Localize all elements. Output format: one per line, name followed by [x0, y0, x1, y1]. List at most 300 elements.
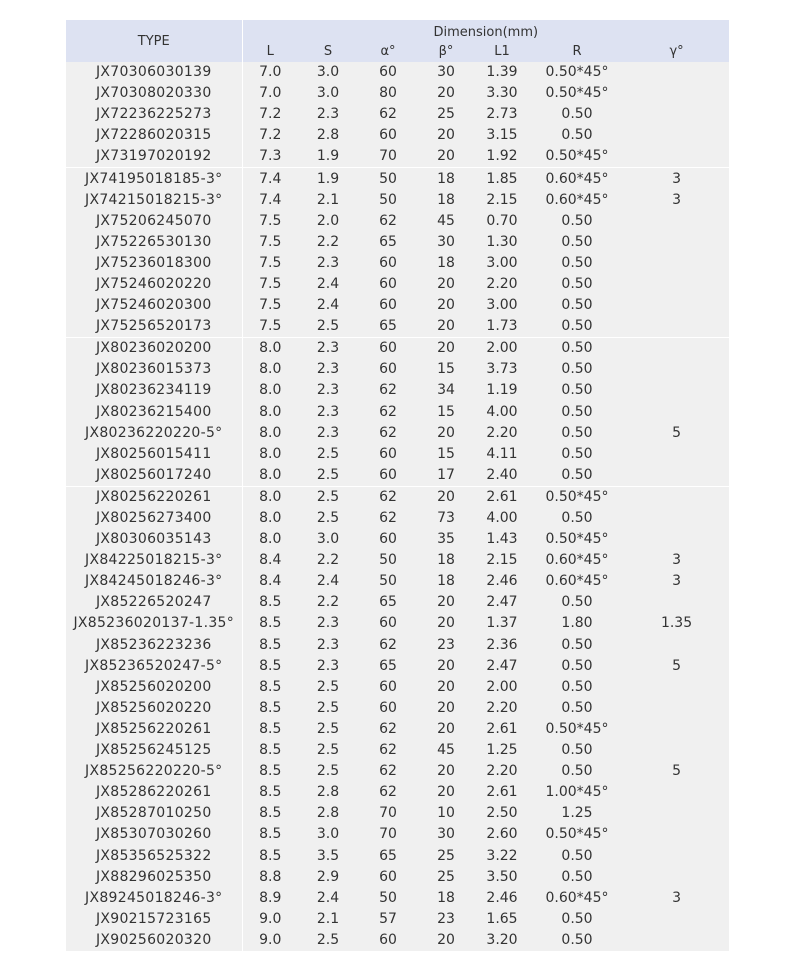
cell-l1: 1.92	[474, 146, 530, 168]
cell-alpha: 60	[358, 613, 418, 634]
cell-r: 0.50	[530, 465, 624, 487]
cell-gamma	[624, 782, 729, 803]
cell-l: 7.0	[242, 83, 298, 104]
table-row	[66, 508, 729, 529]
cell-alpha: 60	[358, 338, 418, 360]
cell-type: JX85287010250	[66, 803, 242, 824]
cell-alpha: 62	[358, 719, 418, 740]
cell-alpha: 70	[358, 824, 418, 845]
cell-gamma	[624, 508, 729, 529]
cell-type: JX75256520173	[66, 316, 242, 338]
cell-beta: 20	[418, 613, 474, 634]
cell-gamma	[624, 444, 729, 465]
cell-l1: 1.73	[474, 316, 530, 338]
cell-r: 1.80	[530, 613, 624, 634]
cell-l1: 3.50	[474, 867, 530, 888]
cell-s: 2.3	[298, 613, 358, 634]
cell-alpha: 65	[358, 592, 418, 613]
cell-s: 2.3	[298, 253, 358, 274]
cell-alpha: 62	[358, 761, 418, 782]
cell-l1: 1.85	[474, 168, 530, 190]
cell-l1: 2.20	[474, 698, 530, 719]
cell-gamma	[624, 83, 729, 104]
cell-type: JX72286020315	[66, 125, 242, 146]
cell-alpha: 60	[358, 444, 418, 465]
table-row	[66, 635, 729, 656]
cell-type: JX84245018246-3°	[66, 571, 242, 592]
cell-beta: 20	[418, 125, 474, 146]
column-header-beta: β°	[418, 40, 474, 62]
cell-l: 9.0	[242, 909, 298, 930]
cell-alpha: 62	[358, 402, 418, 423]
cell-l1: 2.46	[474, 571, 530, 592]
cell-type: JX90256020320	[66, 930, 242, 951]
cell-alpha: 62	[358, 635, 418, 656]
cell-gamma	[624, 316, 729, 338]
cell-gamma	[624, 232, 729, 253]
cell-l: 7.4	[242, 168, 298, 190]
cell-gamma: 5	[624, 423, 729, 444]
cell-l1: 2.20	[474, 274, 530, 295]
cell-gamma	[624, 338, 729, 360]
cell-s: 2.0	[298, 211, 358, 232]
cell-r: 0.50	[530, 423, 624, 444]
cell-type: JX80256015411	[66, 444, 242, 465]
cell-type: JX70308020330	[66, 83, 242, 104]
cell-l1: 2.46	[474, 888, 530, 909]
cell-r: 0.50	[530, 508, 624, 529]
table-row	[66, 423, 729, 444]
cell-type: JX80256017240	[66, 465, 242, 487]
table-row	[66, 867, 729, 888]
cell-alpha: 60	[358, 677, 418, 698]
cell-l1: 2.61	[474, 486, 530, 508]
type-column-header: TYPE	[66, 20, 242, 62]
cell-gamma	[624, 698, 729, 719]
cell-alpha: 60	[358, 359, 418, 380]
cell-l: 8.0	[242, 444, 298, 465]
table-row	[66, 486, 729, 508]
cell-l1: 2.15	[474, 550, 530, 571]
cell-beta: 45	[418, 211, 474, 232]
cell-s: 2.2	[298, 592, 358, 613]
cell-beta: 17	[418, 465, 474, 487]
cell-l1: 4.00	[474, 508, 530, 529]
cell-s: 2.3	[298, 104, 358, 125]
cell-r: 0.50*45°	[530, 83, 624, 104]
cell-r: 0.60*45°	[530, 550, 624, 571]
cell-r: 0.60*45°	[530, 190, 624, 211]
cell-r: 0.50*45°	[530, 529, 624, 550]
cell-l: 8.5	[242, 635, 298, 656]
cell-type: JX88296025350	[66, 867, 242, 888]
cell-alpha: 60	[358, 125, 418, 146]
table-row	[66, 274, 729, 295]
cell-l: 8.8	[242, 867, 298, 888]
table-row	[66, 104, 729, 125]
cell-l1: 3.30	[474, 83, 530, 104]
cell-gamma	[624, 845, 729, 866]
column-header-l1: L1	[474, 40, 530, 62]
cell-beta: 23	[418, 635, 474, 656]
cell-beta: 18	[418, 888, 474, 909]
cell-s: 1.9	[298, 168, 358, 190]
cell-l: 7.5	[242, 274, 298, 295]
cell-beta: 18	[418, 550, 474, 571]
cell-type: JX85256245125	[66, 740, 242, 761]
cell-l: 8.5	[242, 782, 298, 803]
cell-gamma	[624, 125, 729, 146]
cell-beta: 15	[418, 359, 474, 380]
cell-gamma	[624, 740, 729, 761]
cell-alpha: 60	[358, 930, 418, 951]
cell-l: 8.5	[242, 824, 298, 845]
cell-l1: 3.20	[474, 930, 530, 951]
cell-gamma	[624, 62, 729, 83]
cell-s: 2.2	[298, 550, 358, 571]
cell-type: JX89245018246-3°	[66, 888, 242, 909]
cell-r: 0.60*45°	[530, 571, 624, 592]
cell-r: 0.50	[530, 253, 624, 274]
cell-gamma	[624, 867, 729, 888]
cell-type: JX75226530130	[66, 232, 242, 253]
cell-r: 0.50	[530, 677, 624, 698]
cell-l1: 2.61	[474, 719, 530, 740]
cell-gamma	[624, 359, 729, 380]
cell-s: 2.4	[298, 295, 358, 316]
cell-l1: 4.11	[474, 444, 530, 465]
cell-l: 7.3	[242, 146, 298, 168]
cell-l1: 1.43	[474, 529, 530, 550]
cell-l1: 1.30	[474, 232, 530, 253]
cell-beta: 20	[418, 698, 474, 719]
cell-gamma	[624, 402, 729, 423]
cell-alpha: 60	[358, 465, 418, 487]
cell-s: 2.1	[298, 190, 358, 211]
cell-l: 8.0	[242, 338, 298, 360]
cell-beta: 20	[418, 592, 474, 613]
cell-l1: 2.20	[474, 423, 530, 444]
table-row	[66, 761, 729, 782]
cell-gamma	[624, 104, 729, 125]
table-row	[66, 402, 729, 423]
cell-gamma	[624, 592, 729, 613]
cell-alpha: 57	[358, 909, 418, 930]
cell-type: JX85236020137-1.35°	[66, 613, 242, 634]
cell-l: 8.5	[242, 656, 298, 677]
cell-gamma	[624, 677, 729, 698]
cell-type: JX74215018215-3°	[66, 190, 242, 211]
cell-r: 0.50	[530, 592, 624, 613]
cell-beta: 20	[418, 316, 474, 338]
cell-gamma	[624, 824, 729, 845]
cell-r: 0.50	[530, 845, 624, 866]
cell-r: 0.50	[530, 338, 624, 360]
cell-l: 8.0	[242, 380, 298, 401]
table-row	[66, 62, 729, 83]
cell-l: 7.2	[242, 125, 298, 146]
cell-type: JX75246020300	[66, 295, 242, 316]
cell-l: 8.5	[242, 719, 298, 740]
cell-type: JX80236220220-5°	[66, 423, 242, 444]
table-row	[66, 83, 729, 104]
cell-alpha: 65	[358, 656, 418, 677]
table-row	[66, 888, 729, 909]
cell-s: 2.5	[298, 465, 358, 487]
cell-beta: 30	[418, 232, 474, 253]
cell-r: 0.50	[530, 211, 624, 232]
cell-r: 0.50	[530, 635, 624, 656]
table-row	[66, 168, 729, 190]
cell-alpha: 60	[358, 295, 418, 316]
cell-beta: 35	[418, 529, 474, 550]
cell-l: 8.5	[242, 592, 298, 613]
cell-s: 2.3	[298, 656, 358, 677]
cell-alpha: 50	[358, 168, 418, 190]
cell-l: 7.5	[242, 316, 298, 338]
dimension-group-header: Dimension(mm)	[242, 20, 729, 40]
table-row	[66, 146, 729, 168]
column-header-s: S	[298, 40, 358, 62]
cell-l: 8.0	[242, 423, 298, 444]
cell-l1: 2.00	[474, 677, 530, 698]
cell-s: 2.5	[298, 444, 358, 465]
cell-beta: 30	[418, 62, 474, 83]
table-row	[66, 740, 729, 761]
cell-s: 3.5	[298, 845, 358, 866]
cell-beta: 20	[418, 656, 474, 677]
cell-s: 3.0	[298, 83, 358, 104]
cell-l1: 2.40	[474, 465, 530, 487]
cell-gamma	[624, 465, 729, 487]
cell-l: 8.5	[242, 845, 298, 866]
cell-r: 0.50	[530, 316, 624, 338]
cell-r: 0.50	[530, 444, 624, 465]
cell-alpha: 62	[358, 380, 418, 401]
cell-alpha: 50	[358, 571, 418, 592]
cell-l1: 1.19	[474, 380, 530, 401]
dimension-spec-table	[66, 20, 729, 951]
cell-l: 8.5	[242, 613, 298, 634]
column-header-gamma: γ°	[624, 40, 729, 62]
cell-s: 2.5	[298, 486, 358, 508]
cell-type: JX75236018300	[66, 253, 242, 274]
cell-r: 0.50	[530, 380, 624, 401]
cell-l1: 1.39	[474, 62, 530, 83]
cell-beta: 23	[418, 909, 474, 930]
cell-type: JX80256220261	[66, 486, 242, 508]
cell-l: 8.5	[242, 803, 298, 824]
cell-alpha: 50	[358, 190, 418, 211]
table-row	[66, 211, 729, 232]
cell-s: 2.8	[298, 782, 358, 803]
cell-alpha: 50	[358, 888, 418, 909]
cell-l1: 3.00	[474, 253, 530, 274]
table-row	[66, 550, 729, 571]
cell-gamma: 3	[624, 571, 729, 592]
table-row	[66, 613, 729, 634]
table-row	[66, 295, 729, 316]
table-row	[66, 698, 729, 719]
cell-l1: 2.20	[474, 761, 530, 782]
cell-l: 7.4	[242, 190, 298, 211]
cell-s: 3.0	[298, 529, 358, 550]
cell-beta: 20	[418, 930, 474, 951]
cell-r: 0.50	[530, 104, 624, 125]
cell-alpha: 50	[358, 550, 418, 571]
cell-gamma: 1.35	[624, 613, 729, 634]
cell-type: JX85307030260	[66, 824, 242, 845]
cell-l1: 3.73	[474, 359, 530, 380]
cell-alpha: 60	[358, 274, 418, 295]
cell-gamma	[624, 930, 729, 951]
cell-r: 0.50*45°	[530, 486, 624, 508]
cell-type: JX80236015373	[66, 359, 242, 380]
table-row	[66, 359, 729, 380]
cell-beta: 20	[418, 146, 474, 168]
table-row	[66, 190, 729, 211]
cell-l1: 3.22	[474, 845, 530, 866]
cell-s: 2.5	[298, 930, 358, 951]
cell-s: 2.5	[298, 677, 358, 698]
cell-l1: 2.50	[474, 803, 530, 824]
cell-l1: 1.25	[474, 740, 530, 761]
cell-l1: 2.61	[474, 782, 530, 803]
cell-l: 8.0	[242, 359, 298, 380]
cell-beta: 20	[418, 761, 474, 782]
cell-alpha: 60	[358, 867, 418, 888]
cell-l: 8.0	[242, 402, 298, 423]
cell-l1: 2.47	[474, 592, 530, 613]
cell-l: 7.0	[242, 62, 298, 83]
table-row	[66, 592, 729, 613]
cell-type: JX84225018215-3°	[66, 550, 242, 571]
cell-type: JX85256020200	[66, 677, 242, 698]
cell-l1: 3.00	[474, 295, 530, 316]
cell-beta: 18	[418, 168, 474, 190]
table-row	[66, 845, 729, 866]
cell-beta: 25	[418, 867, 474, 888]
cell-gamma: 3	[624, 550, 729, 571]
cell-alpha: 60	[358, 62, 418, 83]
cell-l: 8.5	[242, 761, 298, 782]
cell-s: 2.3	[298, 359, 358, 380]
cell-type: JX90215723165	[66, 909, 242, 930]
table-row	[66, 909, 729, 930]
cell-alpha: 62	[358, 104, 418, 125]
cell-beta: 25	[418, 104, 474, 125]
cell-beta: 34	[418, 380, 474, 401]
cell-gamma	[624, 909, 729, 930]
cell-s: 2.5	[298, 719, 358, 740]
cell-s: 2.9	[298, 867, 358, 888]
cell-r: 1.00*45°	[530, 782, 624, 803]
table-row	[66, 125, 729, 146]
cell-r: 0.50	[530, 274, 624, 295]
cell-alpha: 65	[358, 232, 418, 253]
cell-gamma	[624, 635, 729, 656]
table-row	[66, 232, 729, 253]
cell-type: JX74195018185-3°	[66, 168, 242, 190]
cell-type: JX80306035143	[66, 529, 242, 550]
table-row	[66, 656, 729, 677]
cell-gamma	[624, 719, 729, 740]
cell-alpha: 60	[358, 253, 418, 274]
cell-type: JX85256020220	[66, 698, 242, 719]
cell-beta: 30	[418, 824, 474, 845]
table-row	[66, 444, 729, 465]
cell-r: 0.50	[530, 867, 624, 888]
cell-r: 0.50	[530, 740, 624, 761]
table-row	[66, 782, 729, 803]
cell-l: 7.5	[242, 211, 298, 232]
table-row	[66, 338, 729, 360]
cell-beta: 15	[418, 444, 474, 465]
cell-l: 8.0	[242, 529, 298, 550]
cell-alpha: 62	[358, 486, 418, 508]
cell-r: 0.60*45°	[530, 888, 624, 909]
cell-r: 0.60*45°	[530, 168, 624, 190]
cell-l: 7.5	[242, 232, 298, 253]
cell-beta: 20	[418, 423, 474, 444]
cell-l1: 2.47	[474, 656, 530, 677]
cell-beta: 20	[418, 338, 474, 360]
cell-alpha: 65	[358, 316, 418, 338]
cell-type: JX70306030139	[66, 62, 242, 83]
table-row	[66, 380, 729, 401]
cell-r: 0.50	[530, 295, 624, 316]
cell-l: 7.2	[242, 104, 298, 125]
cell-l: 8.4	[242, 571, 298, 592]
cell-l1: 2.15	[474, 190, 530, 211]
cell-gamma	[624, 803, 729, 824]
cell-gamma: 3	[624, 888, 729, 909]
cell-s: 2.5	[298, 508, 358, 529]
cell-r: 0.50	[530, 402, 624, 423]
cell-r: 0.50	[530, 232, 624, 253]
cell-alpha: 62	[358, 211, 418, 232]
table-row	[66, 824, 729, 845]
cell-l1: 4.00	[474, 402, 530, 423]
cell-type: JX73197020192	[66, 146, 242, 168]
column-header-alpha: α°	[358, 40, 418, 62]
cell-gamma	[624, 274, 729, 295]
cell-beta: 20	[418, 274, 474, 295]
cell-s: 2.2	[298, 232, 358, 253]
cell-alpha: 62	[358, 740, 418, 761]
cell-l: 8.9	[242, 888, 298, 909]
cell-type: JX85256220220-5°	[66, 761, 242, 782]
cell-beta: 10	[418, 803, 474, 824]
cell-gamma: 5	[624, 656, 729, 677]
cell-alpha: 62	[358, 423, 418, 444]
column-header-r: R	[530, 40, 624, 62]
table-row	[66, 677, 729, 698]
cell-r: 0.50*45°	[530, 62, 624, 83]
cell-s: 2.3	[298, 338, 358, 360]
table-row	[66, 803, 729, 824]
cell-alpha: 62	[358, 782, 418, 803]
cell-beta: 15	[418, 402, 474, 423]
cell-l: 8.0	[242, 486, 298, 508]
cell-l1: 2.60	[474, 824, 530, 845]
cell-beta: 18	[418, 190, 474, 211]
cell-l: 7.5	[242, 253, 298, 274]
cell-type: JX85356525322	[66, 845, 242, 866]
cell-s: 2.4	[298, 888, 358, 909]
cell-s: 2.8	[298, 803, 358, 824]
cell-beta: 20	[418, 83, 474, 104]
